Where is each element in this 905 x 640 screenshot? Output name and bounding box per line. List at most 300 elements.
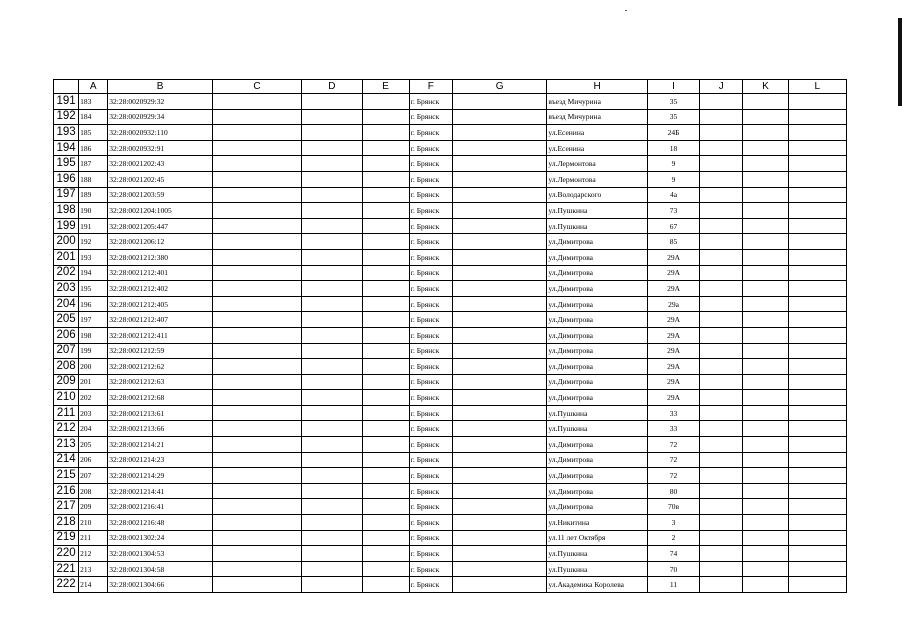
cell-f: г. Брянск [409, 483, 452, 499]
cell-f: г. Брянск [409, 187, 452, 203]
cell-f: г. Брянск [409, 125, 452, 141]
cell-j [700, 234, 743, 250]
cell-j [700, 546, 743, 562]
cell-l [788, 94, 846, 110]
cell-e [362, 374, 409, 390]
cell-d [302, 218, 362, 234]
row-number-cell: 194 [54, 140, 79, 156]
cell-e [362, 218, 409, 234]
cell-j [700, 171, 743, 187]
cell-g [452, 218, 546, 234]
cell-l [788, 546, 846, 562]
cell-d [302, 140, 362, 156]
cell-d [302, 499, 362, 515]
cell-l [788, 156, 846, 172]
cell-b: 32:28:0021206:12 [108, 234, 213, 250]
cell-f: г. Брянск [409, 359, 452, 375]
cell-l [788, 109, 846, 125]
cell-k [743, 343, 788, 359]
cell-d [302, 281, 362, 297]
cell-a: 192 [79, 234, 108, 250]
cell-h: ул.Димитрова [547, 468, 648, 484]
table-row [54, 359, 847, 375]
cell-l [788, 468, 846, 484]
cell-k [743, 296, 788, 312]
cell-j [700, 483, 743, 499]
cell-c [212, 483, 301, 499]
cell-h: ул.Димитрова [547, 327, 648, 343]
cell-a: 183 [79, 94, 108, 110]
cell-a: 209 [79, 499, 108, 515]
cell-a: 206 [79, 452, 108, 468]
cell-h: ул.Димитрова [547, 281, 648, 297]
cell-f: г. Брянск [409, 234, 452, 250]
row-number-cell: 197 [54, 187, 79, 203]
cell-b: 32:28:0021212:62 [108, 359, 213, 375]
cell-e [362, 94, 409, 110]
cell-a: 187 [79, 156, 108, 172]
cell-h: ул.Димитрова [547, 359, 648, 375]
cell-g [452, 156, 546, 172]
cell-l [788, 421, 846, 437]
column-header-d: D [302, 80, 362, 94]
cell-f: г. Брянск [409, 468, 452, 484]
table-body [54, 94, 847, 593]
cell-c [212, 405, 301, 421]
cell-j [700, 156, 743, 172]
cell-f: г. Брянск [409, 452, 452, 468]
cell-b: 32:28:0021214:41 [108, 483, 213, 499]
column-header-l: L [788, 80, 846, 94]
cell-b: 32:28:0021212:68 [108, 390, 213, 406]
cell-c [212, 312, 301, 328]
cell-b: 32:28:0021212:405 [108, 296, 213, 312]
cell-k [743, 109, 788, 125]
table-row [54, 452, 847, 468]
cell-h: ул.Пушкина [547, 218, 648, 234]
cell-i: 4а [647, 187, 699, 203]
cell-a: 184 [79, 109, 108, 125]
row-number-cell: 196 [54, 171, 79, 187]
row-number-cell: 205 [54, 312, 79, 328]
cell-c [212, 468, 301, 484]
cell-k [743, 187, 788, 203]
cell-d [302, 546, 362, 562]
cell-d [302, 156, 362, 172]
cell-h: ул.Никитина [547, 515, 648, 531]
cell-e [362, 483, 409, 499]
table-row [54, 405, 847, 421]
cell-b: 32:28:0021205:447 [108, 218, 213, 234]
cell-f: г. Брянск [409, 94, 452, 110]
column-header-c: C [212, 80, 301, 94]
cell-e [362, 561, 409, 577]
cell-l [788, 312, 846, 328]
cell-b: 32:28:0021216:41 [108, 499, 213, 515]
table-row [54, 421, 847, 437]
table-row [54, 109, 847, 125]
cell-g [452, 530, 546, 546]
cell-d [302, 421, 362, 437]
cell-k [743, 171, 788, 187]
cell-a: 212 [79, 546, 108, 562]
cell-h: ул.Пушкина [547, 203, 648, 219]
table-row [54, 499, 847, 515]
cell-b: 32:28:0020932:110 [108, 125, 213, 141]
cell-j [700, 265, 743, 281]
table-row [54, 343, 847, 359]
cell-h: ул.Димитрова [547, 343, 648, 359]
cell-b: 32:28:0021304:58 [108, 561, 213, 577]
cell-d [302, 390, 362, 406]
cell-j [700, 421, 743, 437]
cell-c [212, 421, 301, 437]
cell-g [452, 327, 546, 343]
cell-e [362, 281, 409, 297]
cell-e [362, 530, 409, 546]
cell-f: г. Брянск [409, 499, 452, 515]
cell-j [700, 405, 743, 421]
cell-h: ул.Пушкина [547, 561, 648, 577]
scan-edge-mark [898, 18, 902, 106]
table-row [54, 327, 847, 343]
row-number-cell: 199 [54, 218, 79, 234]
cell-e [362, 468, 409, 484]
cell-i: 29А [647, 281, 699, 297]
cell-g [452, 109, 546, 125]
cell-f: г. Брянск [409, 437, 452, 453]
cell-k [743, 421, 788, 437]
cell-i: 11 [647, 577, 699, 593]
cell-k [743, 561, 788, 577]
cell-j [700, 203, 743, 219]
cell-g [452, 515, 546, 531]
cell-a: 194 [79, 265, 108, 281]
cell-l [788, 125, 846, 141]
column-header-h: H [547, 80, 648, 94]
cell-c [212, 265, 301, 281]
cell-d [302, 187, 362, 203]
cell-a: 186 [79, 140, 108, 156]
cell-a: 190 [79, 203, 108, 219]
cell-a: 211 [79, 530, 108, 546]
cell-j [700, 577, 743, 593]
cell-i: 35 [647, 94, 699, 110]
cell-a: 198 [79, 327, 108, 343]
cell-e [362, 577, 409, 593]
cell-i: 18 [647, 140, 699, 156]
cell-k [743, 249, 788, 265]
cell-b: 32:28:0021212:380 [108, 249, 213, 265]
cell-g [452, 561, 546, 577]
table-row [54, 577, 847, 593]
cell-d [302, 483, 362, 499]
table-row [54, 515, 847, 531]
cell-d [302, 171, 362, 187]
cell-h: ул.Димитрова [547, 483, 648, 499]
cell-g [452, 171, 546, 187]
cell-c [212, 125, 301, 141]
cell-a: 204 [79, 421, 108, 437]
cell-f: г. Брянск [409, 327, 452, 343]
cell-l [788, 281, 846, 297]
cell-i: 33 [647, 421, 699, 437]
cell-f: г. Брянск [409, 405, 452, 421]
cell-a: 205 [79, 437, 108, 453]
cell-b: 32:28:0021214:29 [108, 468, 213, 484]
cell-a: 210 [79, 515, 108, 531]
cell-j [700, 530, 743, 546]
cell-l [788, 140, 846, 156]
cell-k [743, 437, 788, 453]
row-number-cell: 221 [54, 561, 79, 577]
table-row [54, 94, 847, 110]
cell-d [302, 374, 362, 390]
cell-i: 9 [647, 156, 699, 172]
cell-g [452, 577, 546, 593]
cell-d [302, 94, 362, 110]
cell-d [302, 203, 362, 219]
cell-d [302, 515, 362, 531]
cell-l [788, 343, 846, 359]
row-number-cell: 218 [54, 515, 79, 531]
cell-g [452, 296, 546, 312]
cell-i: 24Б [647, 125, 699, 141]
cell-b: 32:28:0021212:402 [108, 281, 213, 297]
cell-b: 32:28:0021212:401 [108, 265, 213, 281]
row-number-cell: 214 [54, 452, 79, 468]
cell-j [700, 437, 743, 453]
cell-b: 32:28:0021212:63 [108, 374, 213, 390]
cell-b: 32:28:0021204:1005 [108, 203, 213, 219]
cell-j [700, 343, 743, 359]
cell-h: ул.Димитрова [547, 249, 648, 265]
cell-i: 9 [647, 171, 699, 187]
cell-l [788, 171, 846, 187]
row-number-cell: 198 [54, 203, 79, 219]
cell-j [700, 499, 743, 515]
cell-k [743, 515, 788, 531]
cell-l [788, 249, 846, 265]
cell-k [743, 390, 788, 406]
column-header-row [54, 80, 847, 94]
cell-g [452, 94, 546, 110]
cell-d [302, 405, 362, 421]
cell-f: г. Брянск [409, 530, 452, 546]
cell-j [700, 452, 743, 468]
cell-j [700, 187, 743, 203]
cell-a: 201 [79, 374, 108, 390]
table-row [54, 187, 847, 203]
cell-c [212, 359, 301, 375]
cell-c [212, 234, 301, 250]
cell-d [302, 561, 362, 577]
table-row [54, 483, 847, 499]
cell-a: 199 [79, 343, 108, 359]
column-header-k: K [743, 80, 788, 94]
cell-b: 32:28:0021216:48 [108, 515, 213, 531]
cell-d [302, 577, 362, 593]
cell-j [700, 359, 743, 375]
cell-k [743, 265, 788, 281]
cell-e [362, 452, 409, 468]
cell-j [700, 281, 743, 297]
cell-e [362, 312, 409, 328]
cell-i: 74 [647, 546, 699, 562]
cell-a: 189 [79, 187, 108, 203]
table-row [54, 171, 847, 187]
cell-k [743, 203, 788, 219]
column-header-f: F [409, 80, 452, 94]
cell-k [743, 156, 788, 172]
cell-k [743, 359, 788, 375]
cell-i: 67 [647, 218, 699, 234]
cell-h: ул.Пушкина [547, 405, 648, 421]
cell-i: 72 [647, 468, 699, 484]
cell-b: 32:28:0021213:61 [108, 405, 213, 421]
cell-g [452, 312, 546, 328]
row-number-cell: 201 [54, 249, 79, 265]
cell-k [743, 125, 788, 141]
column-header-a: A [79, 80, 108, 94]
cell-e [362, 109, 409, 125]
cell-i: 72 [647, 437, 699, 453]
table-row [54, 530, 847, 546]
cell-i: 29а [647, 296, 699, 312]
cell-k [743, 483, 788, 499]
cell-e [362, 203, 409, 219]
cell-d [302, 125, 362, 141]
table-row [54, 468, 847, 484]
cell-l [788, 265, 846, 281]
cell-e [362, 234, 409, 250]
cell-i: 2 [647, 530, 699, 546]
cell-l [788, 437, 846, 453]
cell-j [700, 140, 743, 156]
cell-l [788, 530, 846, 546]
row-number-cell: 207 [54, 343, 79, 359]
cell-i: 70в [647, 499, 699, 515]
cell-l [788, 374, 846, 390]
cell-b: 32:28:0021202:45 [108, 171, 213, 187]
corner-header-cell [54, 80, 79, 94]
cell-e [362, 499, 409, 515]
cell-a: 197 [79, 312, 108, 328]
cell-e [362, 405, 409, 421]
cell-f: г. Брянск [409, 577, 452, 593]
cell-c [212, 452, 301, 468]
row-number-cell: 202 [54, 265, 79, 281]
cell-a: 203 [79, 405, 108, 421]
cell-l [788, 483, 846, 499]
cell-f: г. Брянск [409, 203, 452, 219]
row-number-cell: 195 [54, 156, 79, 172]
cell-k [743, 234, 788, 250]
column-header-i: I [647, 80, 699, 94]
table-row [54, 156, 847, 172]
cell-i: 29А [647, 265, 699, 281]
cell-h: ул.Димитрова [547, 374, 648, 390]
cell-c [212, 187, 301, 203]
cell-e [362, 437, 409, 453]
cell-h: ул.Димитрова [547, 499, 648, 515]
cell-c [212, 156, 301, 172]
cell-c [212, 140, 301, 156]
cell-f: г. Брянск [409, 390, 452, 406]
table-row [54, 561, 847, 577]
cell-j [700, 468, 743, 484]
cell-k [743, 577, 788, 593]
cell-b: 32:28:0021304:66 [108, 577, 213, 593]
table-row [54, 390, 847, 406]
table-row [54, 218, 847, 234]
cell-j [700, 390, 743, 406]
cell-c [212, 249, 301, 265]
cell-i: 29А [647, 374, 699, 390]
cell-d [302, 343, 362, 359]
cell-j [700, 374, 743, 390]
cell-d [302, 468, 362, 484]
cell-l [788, 577, 846, 593]
cell-g [452, 452, 546, 468]
cell-b: 32:28:0021304:53 [108, 546, 213, 562]
cell-k [743, 546, 788, 562]
cell-i: 29А [647, 343, 699, 359]
cell-f: г. Брянск [409, 265, 452, 281]
table-row [54, 249, 847, 265]
cell-l [788, 390, 846, 406]
cell-g [452, 437, 546, 453]
cell-f: г. Брянск [409, 421, 452, 437]
cell-b: 32:28:0021212:59 [108, 343, 213, 359]
cell-h: ул.Есенина [547, 125, 648, 141]
table-row [54, 234, 847, 250]
cell-g [452, 483, 546, 499]
row-number-cell: 203 [54, 281, 79, 297]
cell-g [452, 125, 546, 141]
cell-f: г. Брянск [409, 140, 452, 156]
row-number-cell: 209 [54, 374, 79, 390]
cell-e [362, 249, 409, 265]
cell-e [362, 171, 409, 187]
cell-c [212, 390, 301, 406]
cell-g [452, 265, 546, 281]
row-number-cell: 193 [54, 125, 79, 141]
cell-d [302, 437, 362, 453]
cell-b: 32:28:0021302:24 [108, 530, 213, 546]
scan-dot [625, 10, 627, 11]
cell-c [212, 530, 301, 546]
cell-g [452, 187, 546, 203]
cell-f: г. Брянск [409, 374, 452, 390]
cell-b: 32:28:0021212:407 [108, 312, 213, 328]
cell-g [452, 374, 546, 390]
cell-g [452, 468, 546, 484]
cell-a: 185 [79, 125, 108, 141]
cell-j [700, 296, 743, 312]
cell-c [212, 281, 301, 297]
cell-j [700, 327, 743, 343]
cell-a: 208 [79, 483, 108, 499]
cell-k [743, 499, 788, 515]
cell-h: ул.Академика Королева [547, 577, 648, 593]
cell-l [788, 187, 846, 203]
cell-i: 3 [647, 515, 699, 531]
table-row [54, 265, 847, 281]
cell-a: 191 [79, 218, 108, 234]
cell-k [743, 312, 788, 328]
cell-a: 196 [79, 296, 108, 312]
